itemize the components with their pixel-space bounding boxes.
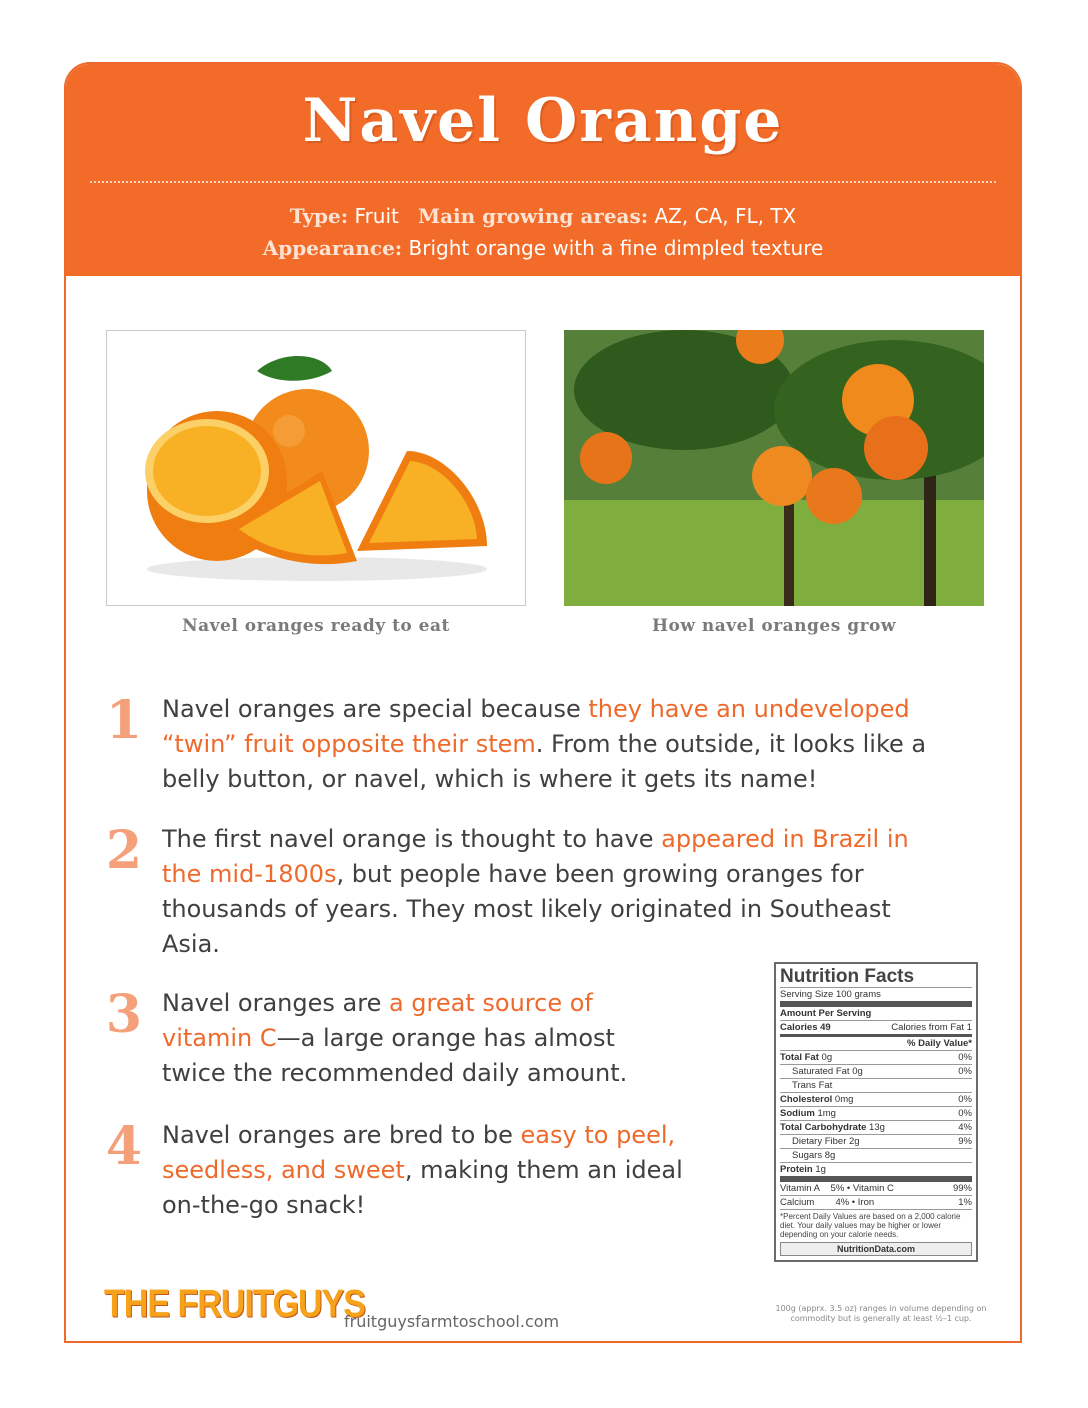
trans-fat-row: Trans Fat [780,1078,972,1092]
type-label: Type: [289,204,349,228]
mineral-row: Calcium 4% • Iron 1% [780,1197,972,1208]
fact-text: Navel oranges are a great source of vitamin C—a large orange has almost twice the recommended daily amount. [162,989,628,1087]
fact-text: Navel oranges are bred to be easy to peel, seedless, and sweet, making them an ideal on-the-go snack! [162,1121,683,1219]
calories-row: Calories 49 Calories from Fat 1 [780,1022,972,1033]
areas-label: Main growing areas: [417,204,649,228]
fact-number: 1 [105,690,143,751]
daily-value-header: % Daily Value* [780,1034,972,1050]
carbohydrate-row: Total Carbohydrate 13g 4% [780,1122,972,1133]
appearance-label: Appearance: [262,236,403,260]
areas-value: AZ, CA, FL, TX [654,204,797,228]
protein-row: Protein 1g [780,1162,972,1176]
photo-caption-ready: Navel oranges ready to eat [182,616,450,636]
serving-size: Serving Size 100 grams [780,987,972,1001]
total-fat-row: Total Fat 0g 0% [780,1052,972,1063]
meta-line-type-areas [66,204,1020,228]
sliced-oranges-photo [106,330,526,606]
vitamin-row: Vitamin A 5% • Vitamin C 99% [780,1176,972,1195]
meta-line-appearance [66,236,1020,260]
cholesterol-row: Cholesterol 0mg 0% [780,1094,972,1105]
saturated-fat-row: Saturated Fat 0g 0% [780,1064,972,1078]
orange-tree-illustration [564,330,984,606]
fiber-row: Dietary Fiber 2g 9% [780,1134,972,1148]
fact-sheet-card [64,62,1022,1343]
fruitguys-logo: THE FRUITGUYS [104,1282,365,1326]
website-link[interactable]: fruitguysfarmtoschool.com [344,1312,560,1331]
nutrition-footnote: *Percent Daily Values are based on a 2,000 calorie diet. Your daily values may be higher or lower depending on your calorie needs. [780,1209,972,1239]
fact-number: 2 [105,820,143,881]
amount-per-serving: Amount Per Serving [780,1001,972,1020]
nutrition-title: Nutrition Facts [780,966,915,987]
appearance-value: Bright orange with a fine dimpled texture [408,236,824,260]
fact-text: The first navel orange is thought to have appeared in Brazil in the mid-1800s, but people have been growing oranges for thousands of years. They most likely originated in Southeast Asia. [162,825,909,958]
sugars-row: Sugars 8g [780,1148,972,1162]
photo-caption-grow: How navel oranges grow [651,616,897,636]
sliced-oranges-illustration [107,331,526,606]
nutrition-facts-label [774,962,978,1262]
orange-tree-photo [564,330,984,606]
type-value: Fruit [354,204,399,228]
header-banner [66,64,1020,276]
fact-number: 3 [105,984,143,1045]
fact-number: 4 [105,1116,143,1177]
page-title: Navel Orange [302,86,784,156]
fact-text: Navel oranges are special because they have an undeveloped “twin” fruit opposite their stem. From the outside, it looks like a belly button, or navel, which is where it gets its name! [162,695,927,793]
serving-note: 100g (apprx. 3.5 oz) ranges in volume depending on commodity but is generally at least ½–1 cup. [775,1304,987,1323]
dotted-divider [90,181,996,183]
nutrition-source: NutritionData.com [780,1242,972,1256]
sodium-row: Sodium 1mg 0% [780,1108,972,1119]
